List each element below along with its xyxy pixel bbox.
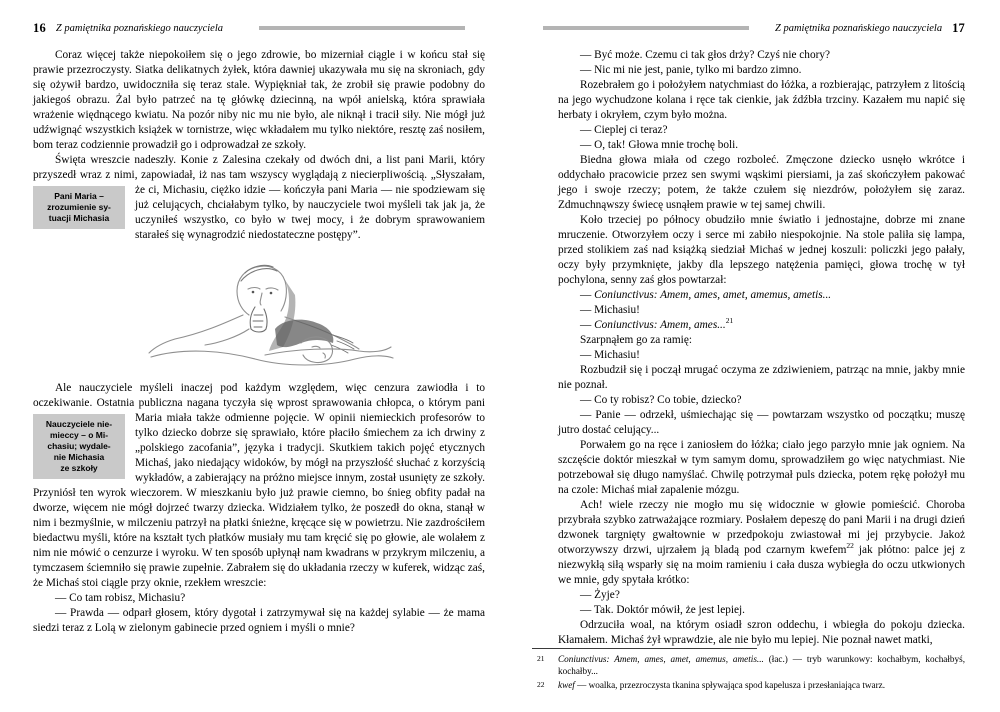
page-right — [500, 0, 1000, 712]
paragraph: Koło trzeciej po północy obudziło mnie światło i jednostajne, dobrze mi znane mruczenie. Otworzyłem oczy i serce mi zabiło niespokojnie. Na stole paliła się lampa, przed stolikiem zaś nad książką siedział Michaś w jednej koszuli: policzki jego pałały, oczy były przymknięte, jakby dla lepszego natężenia pamięci, głowa trochę w tył pochylona, senny zaś głos powtarzał: — [558, 214, 965, 286]
dialogue-line: — Nic mi nie jest, panie, tylko mi bardzo zimno. — [580, 64, 802, 76]
footnote-rule — [532, 648, 757, 649]
paragraph: Rozbudził się i począł mrugać oczyma ze zdziwieniem, patrząc na mnie, jakby mnie nie poznał. — [558, 364, 965, 391]
dialogue-line: — Prawda — odparł głosem, który dygotał i zatrzymywał się na każdej sylabie — że mama siedzi teraz z Lolą w zielonym gabinecie przed ogniem i myśli o mnie? — [33, 607, 485, 634]
illustration — [145, 259, 395, 369]
paragraph: Ach! wiele rzeczy nie mogło mu się widocznie w głowie pomieścić. Choroba przybrała szybko zatrważające rozmiary. Posłałem depeszę do pani Marii i na drugi dzień dzwonek targnięty gwałtownie w przedpokoju zwiastował mi jej przybycie. Jakoż otworzywszy drzwi, ujrzałem ją bladą pod czarnym kwefem$^{22}$ jak płótno: palce jej z niezwykłą siłą wsparły się na moim ramieniu i cała dusza wybiegła do oczu utkwionych we mnie, gdy spytała krótko: — [558, 499, 965, 586]
paragraph: Szarpnąłem go za ramię: — [580, 334, 692, 346]
footnotes — [532, 648, 965, 695]
dialogue-line: — Żyje? — [580, 589, 620, 601]
page-number: 17 — [952, 20, 965, 35]
paragraph: Odrzuciła woal, na którym osiadł szron oddechu, i wbiegła do pokoju dziecka. Kłamałem. Michaś żył wprawdzie, ale nie było mu lepiej. Nie poznał nawet matki, — [558, 619, 965, 646]
running-title: Z pamiętnika poznańskiego nauczyciela — [775, 22, 943, 34]
header-rule — [259, 26, 465, 30]
dialogue-line: — Być może. Czemu ci tak głos drży? Czyś nie chory? — [580, 49, 831, 61]
dialogue-line: — Co tam robisz, Michasiu? — [55, 592, 186, 604]
page-header-left — [33, 20, 485, 36]
header-rule — [543, 26, 749, 30]
footnote: 21 Coniunctivus: Amem, ames, amet, amemus, ametis... (łac.) — tryb warunkowy: kochałbym, kochałbyś, kochałby... — [537, 654, 965, 676]
paragraph: Porwałem go na ręce i zaniosłem do łóżka; ciało jego parzyło mnie jak ogniem. Na szczęście doktór mieszkał w tym samym domu, sprowadziłem go więc natychmiast. Nie potrzebował się długo namyślać. Chwilę potrzymał puls dziecka, potem rękę położył mu na czole: Michaś miał zapalenie mózgu. — [558, 439, 965, 496]
paragraph: Coraz więcej także niepokoiłem się o jego zdrowie, bo mizerniał ciągle i w końcu stał się prawie przezroczysty. Siatka delikatnych żyłek, która dawniej ukazywała mu się na skroniach, gdy się ożywił bardzo, uwidoczniła się teraz stale. Wypiękniał tak, że zrobił się prawie podobny do jakiegoś obrazu. Żal było patrzeć na tę główkę dziecinną, na wpół anielską, która sprawiała wrażenie więdnącego kwiatu. Na pozór niby nic mu nie było, ale niknął i tracił siły. Nie mógł już udźwignąć wszystkich książek w tornistrze, więc wkładałem mu tylko niektóre, resztę zaś nosiłem, bom teraz codziennie prowadził go i odprowadzał ze szkoły. — [33, 49, 485, 151]
margin-note: Nauczyciele nie- mieccy – o Mi- chasiu; wydale- nie Michasia ze szkoły — [33, 414, 125, 479]
dialogue-line: — Coniunctivus: Amem, ames...$^{21}$ — [580, 316, 734, 331]
right-page-body — [558, 48, 965, 648]
dialogue-line: — Coniunctivus: Amem, ames, amet, amemus, ametis... — [580, 289, 832, 301]
margin-note: Pani Maria – zrozumienie sy- tuacji Michasia — [33, 186, 125, 229]
dialogue-line: — Co ty robisz? Co tobie, dziecko? — [580, 394, 742, 406]
dialogue-line: — Tak. Doktór mówił, że jest lepiej. — [580, 604, 745, 616]
dialogue-line: — Panie — odrzekł, uśmiechając się — powtarzam wszystko od początku; muszę jutro dostać celujący... — [558, 409, 965, 436]
footnote-number: 22 — [537, 680, 545, 689]
footnote: 22 kwef — woalka, przezroczysta tkanina spływająca spod kapelusza i przesłaniająca twarz. — [537, 680, 886, 690]
dialogue-line: — O, tak! Głowa mnie trochę boli. — [580, 139, 739, 151]
paragraph: Rozebrałem go i położyłem natychmiast do łóżka, a rozbierając, patrzyłem z litością na jego wychudzone kolana i ręce tak cienkie, jak źdźbła trzciny. Kazałem mu napić się herbaty i okryłem, czym było można. — [558, 79, 965, 121]
footnote-number: 21 — [537, 654, 545, 663]
dialogue-line: — Michasiu! — [580, 349, 640, 361]
left-page-body — [33, 48, 485, 636]
page-number: 16 — [33, 20, 46, 35]
pencil-sketch-teacher-and-child — [145, 259, 395, 369]
paragraph: Święta wreszcie nadeszły. Konie z Zalesina czekały od dwóch dni, a list pani Marii, który przyszedł wraz z nimi, zapowiadał, iż nas tam wszyscy wyglądają z niecierpliwością. Pani Maria – zrozumienie sy- tuacji Michasia „Słyszałam, że ci, Michasiu, ciężko idzie — kończyła pani Maria — nie spodziewam się już celujących, chciałabym tylko, by nauczyciele twoi myśleli tak jak ja, że uczyniłeś wszystko, co było w twej mocy, i że dobrym sprawowaniem starałeś się wynagrodzić niedostateczne postępy”. — [33, 154, 485, 241]
dialogue-line: — Michasiu! — [580, 304, 640, 316]
paragraph: Biedna głowa miała od czego rozboleć. Zmęczone dziecko usnęło wkrótce i oddychało pracowicie przez sen swymi wąskimi piersiami, ja zaś skończyłem pakować jego i swoje rzeczy; potem, że także czułem się niezdrów, położyłem się zaraz. Zdmuchnąwszy świecę usnąłem prawie w tej samej chwili. — [558, 154, 965, 211]
page-header-right — [558, 20, 965, 36]
dialogue-line: — Cieplej ci teraz? — [580, 124, 668, 136]
paragraph: Ale nauczyciele myśleli inaczej pod każdym względem, więc cenzura zawiodła i to oczekiwanie. Ostatnia publiczna nagana tyczyła się wprost sprawowania chłopca, o którym pani Maria miała także odmienne pojęcie. Nauczyciele nie- mieccy – o Mi- chasiu; wydale- nie Michasia ze szkoły W opinii niemieckich profesorów to tylko dziecko dobrze się sprawiało, które płaciło śmiechem za ich drwiny z „polskiego zacofania”, języka i tradycji. Skutkiem takich pojęć etycznych Michaś, jako niedający widoków, by mógł na przyszłość słuchać z korzyścią wykładów, a zabierający na próżno miejsce innym, został usunięty ze szkoły. Przyniósł ten wyrok wieczorem. W mieszkaniu było już prawie ciemno, bo śnieg obfity padał na dworze, więcem nie mógł dojrzeć twarzy dziecka. Widziałem tylko, że poszedł do okna, stanął w nim i bezmyślnie, w milczeniu patrzył na płatki śnieżne, kręcące się w powietrzu. Nie zazdrościłem biedactwu myśli, które na kształt tych płatków musiały mu tam kręcić się po głowie, ale wolałem z nim nie mówić o cenzurze i wyroku. W ten sposób upłynął nam kwadrans w przykrym milczeniu, a tymczasem ściemniło się prawie zupełnie. Zabrałem się do układania rzeczy w kuferek, widząc zaś, że Michaś stoi ciągle przy oknie, rzekłem wreszcie: — [33, 382, 485, 589]
running-title: Z pamiętnika poznańskiego nauczyciela — [55, 22, 223, 34]
